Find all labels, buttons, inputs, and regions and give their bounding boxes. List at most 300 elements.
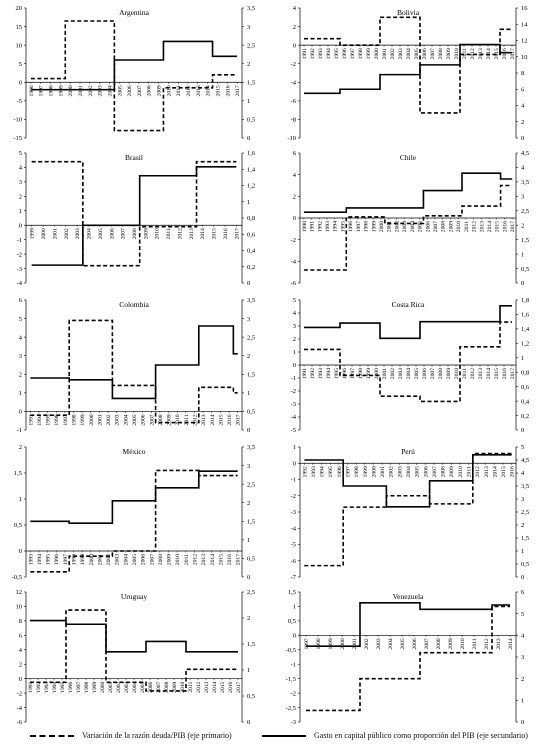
right-tick-label: 6 (521, 589, 525, 597)
series-debt-ratio-line (28, 21, 237, 131)
x-tick-label: 2009 (166, 414, 173, 426)
x-tick-label: 1999 (362, 466, 369, 478)
left-tick-label: 4 (292, 310, 296, 318)
x-tick-label: 2006 (148, 681, 154, 693)
x-tick-label: 1993 (44, 681, 50, 693)
right-tick-label: 6 (521, 86, 525, 94)
left-tick-label: -5 (290, 541, 296, 549)
x-tick-label: 2004 (406, 466, 412, 478)
left-tick-label: -2 (290, 492, 296, 500)
right-tick-label: 2,5 (247, 589, 256, 597)
x-tick-label: 2004 (123, 414, 130, 426)
x-tick-label: 1997 (350, 368, 356, 380)
x-tick-label: 1992 (317, 221, 324, 233)
x-tick-label: 1996 (68, 681, 74, 693)
right-tick-label: 2 (521, 222, 525, 230)
left-tick-label: 1 (292, 603, 296, 611)
right-tick-label: 0,8 (247, 215, 256, 223)
left-tick-label: 0 (18, 408, 22, 416)
right-tick-label: 3,5 (247, 444, 256, 452)
x-tick-label: 1995 (334, 368, 340, 380)
x-tick-label: 2001 (352, 638, 358, 650)
x-tick-label: 1994 (36, 414, 43, 426)
x-tick-label: 1993 (310, 466, 317, 478)
x-tick-label: 2002 (106, 414, 113, 426)
left-tick-label: -2 (290, 388, 296, 396)
x-tick-label: 2009 (156, 85, 163, 97)
x-tick-label: 1999 (80, 414, 87, 426)
x-tick-label: 2014 (209, 554, 216, 566)
right-tick-label: 0,5 (521, 561, 530, 569)
x-tick-label: 2002 (364, 638, 370, 650)
x-tick-label: 1999 (366, 368, 372, 380)
left-tick-label: 20 (15, 5, 22, 13)
x-tick-label: 2014 (486, 368, 492, 380)
left-tick-label: 2 (18, 661, 22, 669)
right-tick-label: 1,5 (247, 79, 256, 87)
right-tick-label: 0,5 (247, 408, 256, 416)
x-tick-label: 2014 (486, 48, 492, 60)
x-tick-label: 1996 (348, 221, 355, 233)
x-tick-label: 2017 (235, 414, 242, 426)
x-tick-label: 2008 (157, 554, 164, 566)
left-tick-label: 0 (292, 215, 296, 223)
left-tick-label: 15 (15, 23, 22, 31)
x-tick-label: 2002 (116, 681, 122, 693)
x-tick-label: 2012 (471, 221, 478, 233)
x-tick-label: 2007 (156, 681, 162, 693)
x-tick-label: 2012 (470, 48, 476, 60)
left-tick-label: -1 (16, 427, 22, 435)
x-tick-label: 1993 (325, 221, 331, 233)
right-tick-label: 0 (247, 719, 251, 727)
panel-peru (291, 444, 530, 581)
x-tick-label: 1998 (354, 466, 361, 478)
x-tick-label: 2013 (478, 48, 484, 60)
left-tick-label: 2 (292, 23, 296, 31)
left-tick-label: -4 (290, 414, 296, 422)
x-tick-label: 2002 (394, 221, 401, 233)
x-tick-label: 2005 (117, 85, 124, 97)
right-tick-label: 0,8 (521, 369, 530, 377)
x-tick-label: 1999 (371, 221, 378, 233)
x-tick-label: 2000 (371, 466, 378, 478)
left-tick-label: -10 (13, 116, 22, 124)
x-tick-label: 2000 (374, 48, 380, 60)
right-tick-label: 0 (247, 135, 251, 143)
x-tick-label: 1999 (366, 48, 372, 60)
left-tick-label: 0,5 (13, 522, 22, 530)
left-tick-label: 2 (292, 336, 296, 344)
series-debt-ratio-line (304, 17, 512, 113)
left-tick-label: -2,5 (285, 704, 296, 712)
left-tick-label: 4 (292, 171, 296, 179)
series-debt-ratio-line (30, 320, 237, 422)
left-tick-label: -6 (290, 280, 296, 288)
x-tick-label: 2005 (140, 681, 146, 693)
x-tick-label: 2001 (97, 414, 104, 426)
x-tick-label: 2010 (154, 228, 161, 240)
x-tick-label: 1999 (92, 681, 98, 693)
right-tick-label: 2 (521, 118, 525, 126)
right-tick-label: 0 (247, 574, 251, 582)
left-tick-label: 0 (18, 675, 22, 683)
x-tick-label: 2008 (164, 681, 170, 693)
x-tick-label: 2009 (448, 221, 455, 233)
x-tick-label: 2001 (97, 554, 104, 566)
right-tick-label: 2,5 (521, 207, 530, 215)
x-tick-label: 2008 (157, 414, 164, 426)
x-tick-label: 1995 (45, 414, 52, 426)
x-tick-label: 2007 (431, 466, 438, 478)
x-tick-label: 2016 (222, 228, 229, 240)
left-tick-label: 0 (292, 632, 296, 640)
left-tick-label: -4 (290, 525, 296, 533)
x-tick-label: 1998 (48, 85, 55, 97)
panel-title: Brasil (125, 153, 143, 162)
left-tick-label: 2 (18, 371, 22, 379)
x-tick-label: 2005 (414, 368, 420, 380)
x-tick-label: 2004 (123, 554, 130, 566)
x-tick-label: 2017 (236, 681, 242, 693)
x-tick-label: 2017 (510, 48, 516, 60)
x-tick-label: 2003 (376, 638, 382, 650)
right-tick-label: 2,5 (247, 334, 256, 342)
x-tick-label: 2006 (423, 466, 430, 478)
right-tick-label: 0 (521, 719, 525, 727)
x-tick-label: 2017 (234, 228, 241, 240)
x-tick-label: 2015 (220, 681, 226, 693)
x-tick-label: 2014 (492, 466, 499, 478)
legend-primary-label: Variación de la razón deuda/PIB (eje primario) (82, 731, 232, 740)
right-tick-label: 1 (247, 537, 251, 545)
x-tick-label: 1997 (304, 638, 310, 650)
x-tick-label: 2009 (448, 638, 454, 650)
x-tick-label: 2005 (417, 221, 424, 233)
x-tick-label: 2011 (166, 228, 173, 240)
legend-dashed-swatch (30, 735, 74, 737)
x-tick-label: 1994 (332, 221, 339, 233)
x-tick-label: 2010 (456, 221, 463, 233)
panel-venezuela (286, 589, 525, 726)
x-tick-label: 1994 (326, 368, 332, 380)
x-tick-label: 2006 (140, 554, 147, 566)
left-tick-label: -6 (290, 557, 296, 565)
left-tick-label: -6 (290, 98, 296, 106)
left-tick-label: 0 (292, 460, 296, 468)
right-tick-label: 16 (521, 5, 528, 13)
x-tick-label: 2008 (146, 85, 153, 97)
panel-colombia (17, 297, 256, 434)
x-tick-label: 1995 (340, 221, 347, 233)
right-tick-label: 3 (521, 496, 525, 504)
x-tick-label: 2015 (494, 48, 500, 60)
x-tick-label: 1992 (310, 48, 316, 60)
panel-title: Venezuela (392, 592, 424, 601)
x-tick-label: 2006 (140, 414, 147, 426)
x-tick-label: 2010 (460, 638, 466, 650)
x-tick-label: 2005 (414, 466, 421, 478)
panel-title: Colombia (119, 300, 149, 309)
x-tick-label: 2001 (108, 681, 114, 693)
x-tick-label: 1995 (45, 554, 52, 566)
right-tick-label: 5 (521, 444, 525, 452)
x-tick-label: 2016 (227, 554, 234, 566)
x-tick-label: 2006 (422, 368, 428, 380)
series-capital-spending-line (29, 167, 237, 265)
x-tick-label: 2001 (52, 228, 59, 240)
left-tick-label: -4 (290, 79, 296, 87)
x-tick-label: 2015 (494, 368, 500, 380)
left-tick-label: 1 (292, 444, 296, 452)
right-tick-label: 2,5 (247, 42, 256, 50)
x-tick-label: 2015 (215, 85, 222, 97)
right-tick-label: 1 (521, 548, 525, 556)
series-capital-spending-line (30, 621, 238, 652)
x-tick-label: 2008 (436, 638, 442, 650)
right-tick-label: 1,5 (247, 371, 256, 379)
right-tick-label: 2 (521, 522, 525, 530)
right-tick-label: 2 (247, 615, 251, 623)
x-tick-label: 1990 (301, 221, 308, 233)
x-tick-label: 1993 (28, 414, 35, 426)
x-tick-label: 2011 (462, 48, 468, 60)
right-tick-label: 4 (521, 632, 525, 640)
x-tick-label: 2016 (227, 414, 234, 426)
x-tick-label: 1995 (328, 466, 335, 478)
x-tick-label: 1996 (342, 368, 348, 380)
right-tick-label: 3 (247, 315, 251, 323)
x-tick-label: 2002 (106, 554, 113, 566)
right-tick-label: 0,5 (247, 555, 256, 563)
x-tick-label: 1997 (38, 85, 45, 97)
left-tick-label: 0 (292, 42, 296, 50)
x-tick-label: 2005 (132, 414, 138, 426)
right-tick-label: 12 (521, 37, 528, 45)
x-tick-label: 2010 (454, 48, 460, 60)
x-tick-label: 1997 (350, 48, 356, 60)
x-tick-label: 1992 (36, 681, 42, 693)
x-tick-label: 2016 (502, 48, 508, 60)
x-tick-label: 2012 (484, 638, 490, 650)
left-tick-label: 1,5 (13, 470, 22, 478)
right-tick-label: 0 (521, 135, 525, 143)
right-tick-label: 5 (521, 610, 525, 618)
x-tick-label: 2009 (446, 368, 452, 380)
right-tick-label: 1 (247, 98, 251, 106)
right-tick-label: 4,5 (521, 457, 530, 465)
x-tick-label: 1999 (29, 228, 36, 240)
right-tick-label: 1 (521, 354, 525, 362)
right-tick-label: 3 (521, 654, 525, 662)
x-tick-label: 2000 (379, 221, 385, 233)
right-tick-label: 0,5 (521, 265, 530, 273)
left-tick-label: 1 (18, 207, 22, 215)
right-tick-label: 2 (247, 60, 251, 68)
series-debt-ratio-line (304, 322, 512, 401)
x-tick-label: 2000 (100, 681, 106, 693)
right-tick-label: 3,5 (521, 179, 530, 187)
x-tick-label: 2011 (462, 368, 468, 379)
left-tick-label: -6 (16, 719, 22, 727)
right-tick-label: 4 (521, 164, 525, 172)
x-tick-label: 2003 (397, 466, 404, 478)
x-tick-label: 1992 (302, 466, 309, 478)
x-tick-label: 2011 (188, 681, 194, 693)
x-tick-label: 2010 (175, 414, 182, 426)
x-tick-label: 2016 (502, 221, 509, 233)
right-tick-label: 4 (521, 102, 525, 110)
x-tick-label: 1996 (54, 414, 61, 426)
x-tick-label: 2008 (440, 221, 447, 233)
x-tick-label: 2002 (87, 85, 94, 97)
series-debt-ratio-line (29, 162, 237, 266)
x-tick-label: 2013 (201, 554, 208, 566)
x-tick-label: 2003 (398, 368, 404, 380)
right-tick-label: 1 (247, 667, 251, 675)
left-tick-label: -2 (290, 690, 296, 698)
left-tick-label: -0,5 (285, 646, 296, 654)
series-capital-spending-line (304, 455, 511, 507)
right-tick-label: 14 (521, 21, 528, 29)
x-tick-label: 2016 (509, 466, 516, 478)
panel-mexico (12, 444, 255, 581)
x-tick-label: 2014 (487, 221, 493, 233)
x-tick-label: 1999 (328, 638, 334, 650)
right-tick-label: 2,5 (521, 509, 530, 517)
right-tick-label: 1,8 (521, 297, 530, 305)
x-tick-label: 2007 (430, 368, 436, 380)
series-capital-spending-line (306, 603, 510, 646)
x-tick-label: 2004 (132, 681, 138, 693)
right-tick-label: 3,5 (521, 483, 530, 491)
right-tick-label: 3 (247, 23, 251, 31)
series-capital-spending-line (30, 326, 237, 398)
left-tick-label: -10 (287, 135, 296, 143)
x-tick-label: 2014 (508, 638, 514, 650)
x-tick-label: 2002 (63, 228, 70, 240)
panel-brasil (17, 150, 256, 287)
x-tick-label: 1998 (71, 414, 78, 426)
left-tick-label: -0,5 (11, 574, 22, 582)
x-tick-label: 2003 (75, 228, 82, 240)
left-tick-label: 3 (292, 323, 296, 331)
x-tick-label: 1997 (76, 681, 82, 693)
panel-title: Argentina (119, 8, 149, 17)
x-tick-label: 1999 (58, 85, 65, 97)
x-tick-label: 2013 (479, 221, 486, 233)
x-tick-label: 2006 (425, 221, 432, 233)
x-tick-label: 2001 (78, 85, 84, 97)
x-tick-label: 2013 (204, 681, 210, 693)
x-tick-label: 2003 (97, 85, 104, 97)
x-tick-label: 1995 (60, 681, 66, 693)
right-tick-label: 1,6 (247, 150, 256, 158)
x-tick-label: 1996 (28, 85, 35, 97)
left-tick-label: 4 (18, 164, 22, 172)
left-tick-label: -1 (290, 375, 296, 383)
x-tick-label: 2014 (205, 85, 212, 97)
x-tick-label: 2009 (449, 466, 456, 478)
x-tick-label: 2000 (68, 85, 75, 97)
x-tick-label: 2006 (412, 638, 418, 650)
x-tick-label: 2005 (97, 228, 104, 240)
x-tick-label: 1994 (52, 681, 58, 693)
panel-title: Chile (399, 153, 417, 162)
panel-title: Costa Rica (391, 300, 425, 309)
right-tick-label: 0 (521, 280, 525, 288)
x-tick-label: 2000 (88, 414, 95, 426)
x-tick-label: 1996 (342, 48, 348, 60)
x-tick-label: 1999 (80, 554, 87, 566)
right-tick-label: 0,5 (247, 693, 256, 701)
x-tick-label: 1998 (84, 681, 90, 693)
series-capital-spending-line (304, 306, 512, 339)
left-tick-label: -1 (290, 476, 296, 484)
panel-bolivia (287, 5, 528, 142)
x-tick-label: 2012 (192, 414, 199, 426)
x-tick-label: 2008 (132, 228, 138, 240)
series-debt-ratio-line (306, 606, 510, 710)
x-tick-label: 2010 (175, 554, 182, 566)
left-tick-label: 10 (15, 603, 22, 611)
left-tick-label: -2 (16, 690, 22, 698)
left-tick-label: 5 (18, 150, 22, 158)
right-tick-label: 2 (247, 499, 251, 507)
left-tick-label: 1 (18, 496, 22, 504)
x-tick-label: 2006 (127, 85, 134, 97)
x-tick-label: 1997 (355, 221, 362, 233)
x-tick-label: 2000 (340, 638, 346, 650)
x-tick-label: 2001 (380, 466, 387, 478)
series-capital-spending-line (30, 471, 237, 523)
right-tick-label: 1,6 (521, 311, 530, 319)
x-tick-label: 2005 (414, 48, 420, 60)
left-tick-label: 10 (15, 42, 22, 50)
left-tick-label: -1 (290, 661, 296, 669)
x-tick-label: 2015 (218, 554, 225, 566)
left-tick-label: 2 (292, 193, 296, 201)
x-tick-label: 2000 (41, 228, 48, 240)
x-tick-label: 2011 (472, 638, 478, 650)
left-tick-label: 6 (292, 150, 296, 158)
right-tick-label: 0,6 (521, 383, 530, 391)
left-tick-label: -4 (16, 280, 22, 288)
x-tick-label: 2014 (209, 414, 216, 426)
x-tick-label: 1997 (62, 554, 69, 566)
x-tick-label: 1991 (28, 681, 34, 693)
legend-item-primary (30, 731, 232, 740)
right-tick-label: 3 (247, 462, 251, 470)
x-tick-label: 2004 (86, 228, 93, 240)
x-tick-label: 2017 (235, 85, 242, 97)
left-tick-label: -3 (16, 265, 22, 273)
x-tick-label: 2012 (470, 368, 476, 380)
right-tick-label: 0,2 (247, 263, 256, 271)
x-tick-label: 2012 (192, 554, 199, 566)
right-tick-label: 2 (247, 352, 251, 360)
left-tick-label: 0,5 (287, 618, 296, 626)
x-tick-label: 1997 (345, 466, 352, 478)
left-tick-label: 0 (292, 362, 296, 370)
x-tick-label: 1995 (334, 48, 340, 60)
x-tick-label: 2002 (390, 368, 396, 380)
left-tick-label: -1 (16, 236, 22, 244)
panel-title: Perú (401, 447, 415, 456)
x-tick-label: 2001 (382, 48, 388, 60)
right-tick-label: 0,4 (521, 398, 530, 406)
panel-title: Uruguay (120, 592, 148, 601)
